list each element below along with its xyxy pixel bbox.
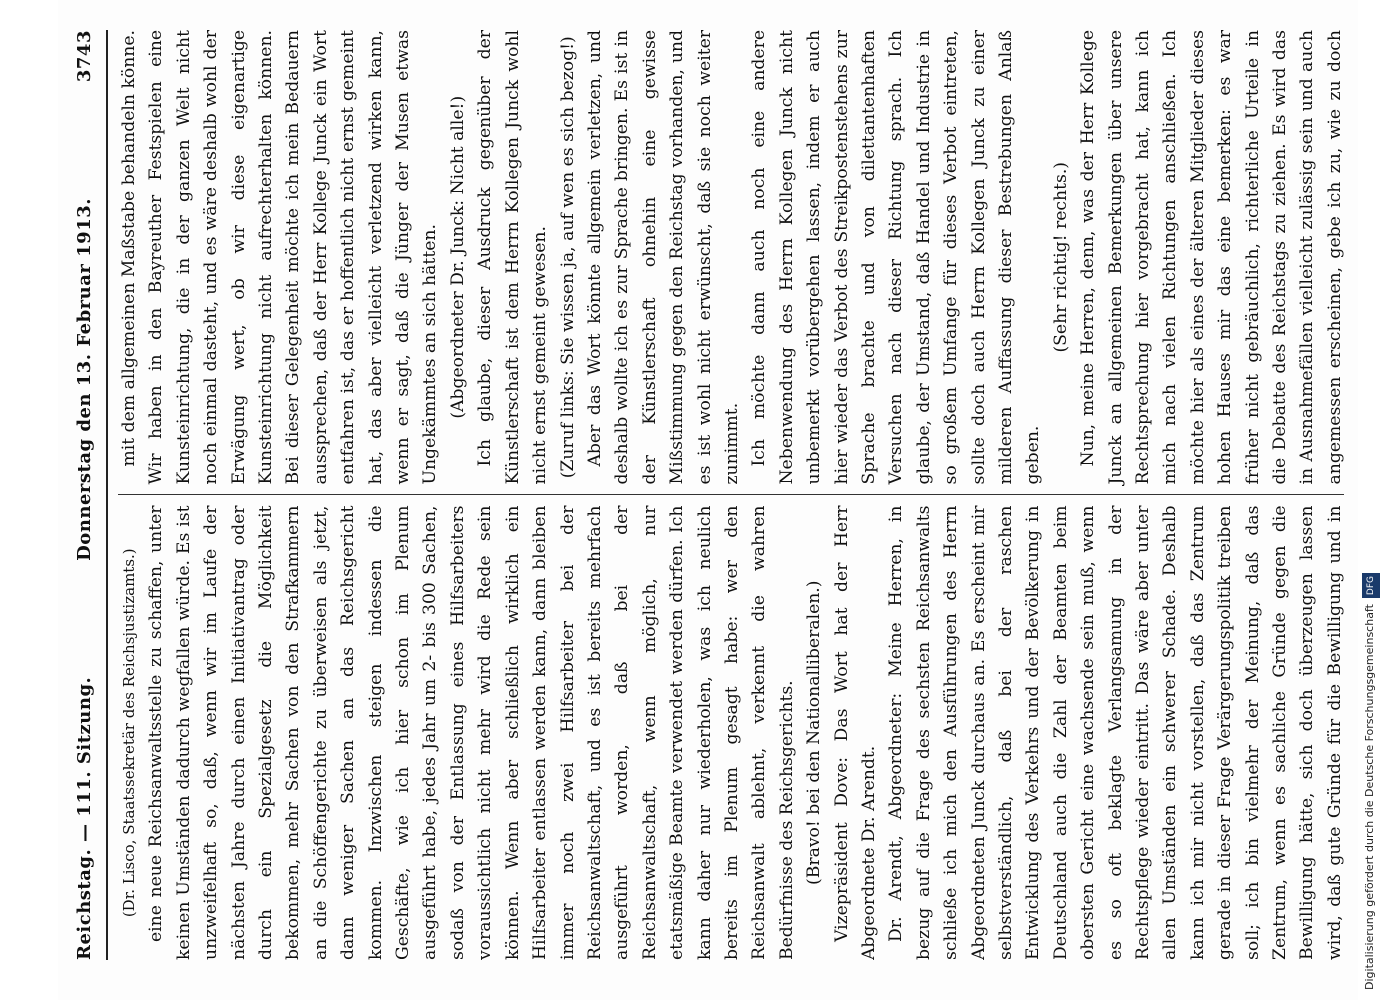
paragraph: Dr. Arendt, Abgeordneter: Meine Herren, in bezug auf die Frage des sechsten Reichsanwalts schließe ich mich den Ausführungen des Herrn Abgeordneten Junck durchaus an. Es erscheint mir selbstverständlich, daß bei der raschen Entwicklung des Verkehrs und der Bevölkerung in Deutschland auch die Zahl der Beamten beim obersten Gericht eine wachsende sein muß, wenn es so oft beklagte Verlangsamung in der Rechtspflege wieder eintritt. Das wäre aber unter allen Umständen ein schwerer Schade. Deshalb kann ich mir nicht vorstellen, daß das Zentrum gerade in dieser Frage Verärgerungspolitik treiben soll; ich bin vielmehr der Meinung, daß das Zentrum, wenn es sachliche Gründe gegen die Bewilligung hätte, sich doch überzeugen lassen wird, daß gute Gründe für die Bewilligung und in (886, 505, 1345, 960)
right-column (116, 30, 1346, 495)
header-center: Donnerstag den 13. Februar 1913. (73, 197, 95, 561)
header-rule (106, 30, 108, 960)
page-content (58, 30, 1358, 960)
funding-note: Digitalisierung gefördert durch die Deutsche Forschungsgemeinschaft (1363, 604, 1376, 990)
dfg-logo: DFG (1362, 573, 1380, 598)
interjection: (Sehr richtig! rechts.) (1050, 161, 1071, 353)
text-columns (116, 30, 1346, 960)
digitization-note (1361, 10, 1379, 990)
paragraph: mit dem allgemeinen Maßstabe behandeln könne. Wir haben in den Bayreuther Festspielen eine Kunsteinrichtung, die in der ganzen Welt nicht noch einmal dasteht, und es wäre deshalb wohl der Erwägung wert, ob wir diese eigenartige Kunsteinrichtung nicht aufrechterhalten können. Bei dieser Gelegenheit möchte ich mein Bedauern aussprechen, daß der Herr Kollege Junck ein Wort entfahren ist, das er hoffentlich nicht ernst gemeint hat, das aber vielleicht verletzend wirken kann, wenn er sagt, daß die Jünger der Musen etwas Ungekämmtes an sich hätten. (119, 30, 441, 485)
paragraph: Nun, meine Herren, denn, was der Herr Kollege Junck an allgemeinen Bemerkungen über unsere Rechtsprechung hier vorgebracht hat, kann ich mich nach vielen Richtungen anschließen. Ich möchte hier als eines der älteren Mitglieder dieses hohen Hauses mir das eine bemerken: es war früher nicht gebräuchlich, richterliche Urteile in die Debatte des Reichstags zu ziehen. Es wird das in Ausnahmefällen vielleicht zulässig sein und auch angemessen erscheinen, gebe ich zu, wie zu doch (1078, 30, 1345, 485)
interjection: (Bravo! bei den Nationalliberalen.) (804, 580, 825, 885)
rotated-page (58, 0, 1358, 1000)
interjection: (Zuruf links: Sie wissen ja, auf wen es sich bezog!) (557, 36, 578, 479)
paragraph: eine neue Reichsanwaltsstelle zu schaffen, unter keinen Umständen dadurch wegfallen würde. Es ist unzweifelhaft so, daß, wenn wir im Laufe der nächsten Jahre durch einen Initiativantrag oder durch ein Spezialgesetz die Möglichkeit bekommen, mehr Sachen von den Strafkammern an die Schöffengerichte zu überweisen als jetzt, dann weniger Sachen an das Reichsgericht kommen. Inzwischen steigen indessen die Geschäfte, wie ich hier schon im Plenum ausgeführt habe, jedes Jahr um 2- bis 300 Sachen, sodaß von der Entlassung eines Hilfsarbeiters voraussichtlich nicht mehr wird die Rede sein können. Wenn aber schließlich wirklich ein Hilfsarbeiter entlassen werden kann, dann bleiben immer noch zwei Hilfsarbeiter bei der Reichsanwaltschaft, und es ist bereits mehrfach ausgeführt worden, daß bei der Reichsanwaltschaft, wenn möglich, nur etatsmäßige Beamte verwendet werden dürfen. Ich kann daher nur wiederholen, was ich neulich bereits im Plenum gesagt habe: wer den Reichsanwalt ablehnt, verkennt die wahren Bedürfnisse des Reichsgerichts. (146, 505, 797, 960)
header-left: Reichstag. — 111. Sitzung. (73, 676, 95, 960)
paragraph: (Dr. Lisco, Staatssekretär des Reichsjustizamts.) (120, 548, 138, 918)
newspaper-page (58, 0, 1358, 1000)
paragraph: Aber das Wort könnte allgemein verletzen, und deshalb wollte ich es zur Sprache bringen. Es ist in der Künstlerschaft ohnehin eine gewisse Mißstimmung gegen den Reichstag vorhanden, und es ist wohl nicht erwünscht, daß sie noch weiter zunimmt. (584, 30, 742, 485)
interjection: (Abgeordneter Dr. Junck: Nicht alle!) (447, 95, 468, 419)
paragraph: Ich glaube, dieser Ausdruck gegenüber der Künstlerschaft ist dem Herrn Kollegen Junck wohl nicht ernst gemeint gewesen. (475, 30, 551, 485)
paragraph: Ich möchte dann auch noch eine andere Nebenwendung des Herrn Kollegen Junck nicht unbemerkt vorübergehen lassen, indem er auch hier wieder das Verbot des Streikpostenstehens zur Sprache brachte und von dilettantenhaften Versuchen nach dieser Richtung sprach. Ich glaube, der Umstand, daß Handel und Industrie in so großem Umfange für dieses Verbot eintreten, sollte doch auch Herrn Kollegen Junck zu einer milderen Auffassung dieser Bestrebungen Anlaß geben. (749, 30, 1044, 485)
digitization-note-text (1361, 10, 1379, 990)
left-column (116, 496, 1346, 961)
page-header (64, 30, 104, 960)
page-number: 3743 (73, 30, 95, 83)
paragraph: Vizepräsident Dove: Das Wort hat der Herr Abgeordnete Dr. Arendt. (831, 505, 879, 960)
